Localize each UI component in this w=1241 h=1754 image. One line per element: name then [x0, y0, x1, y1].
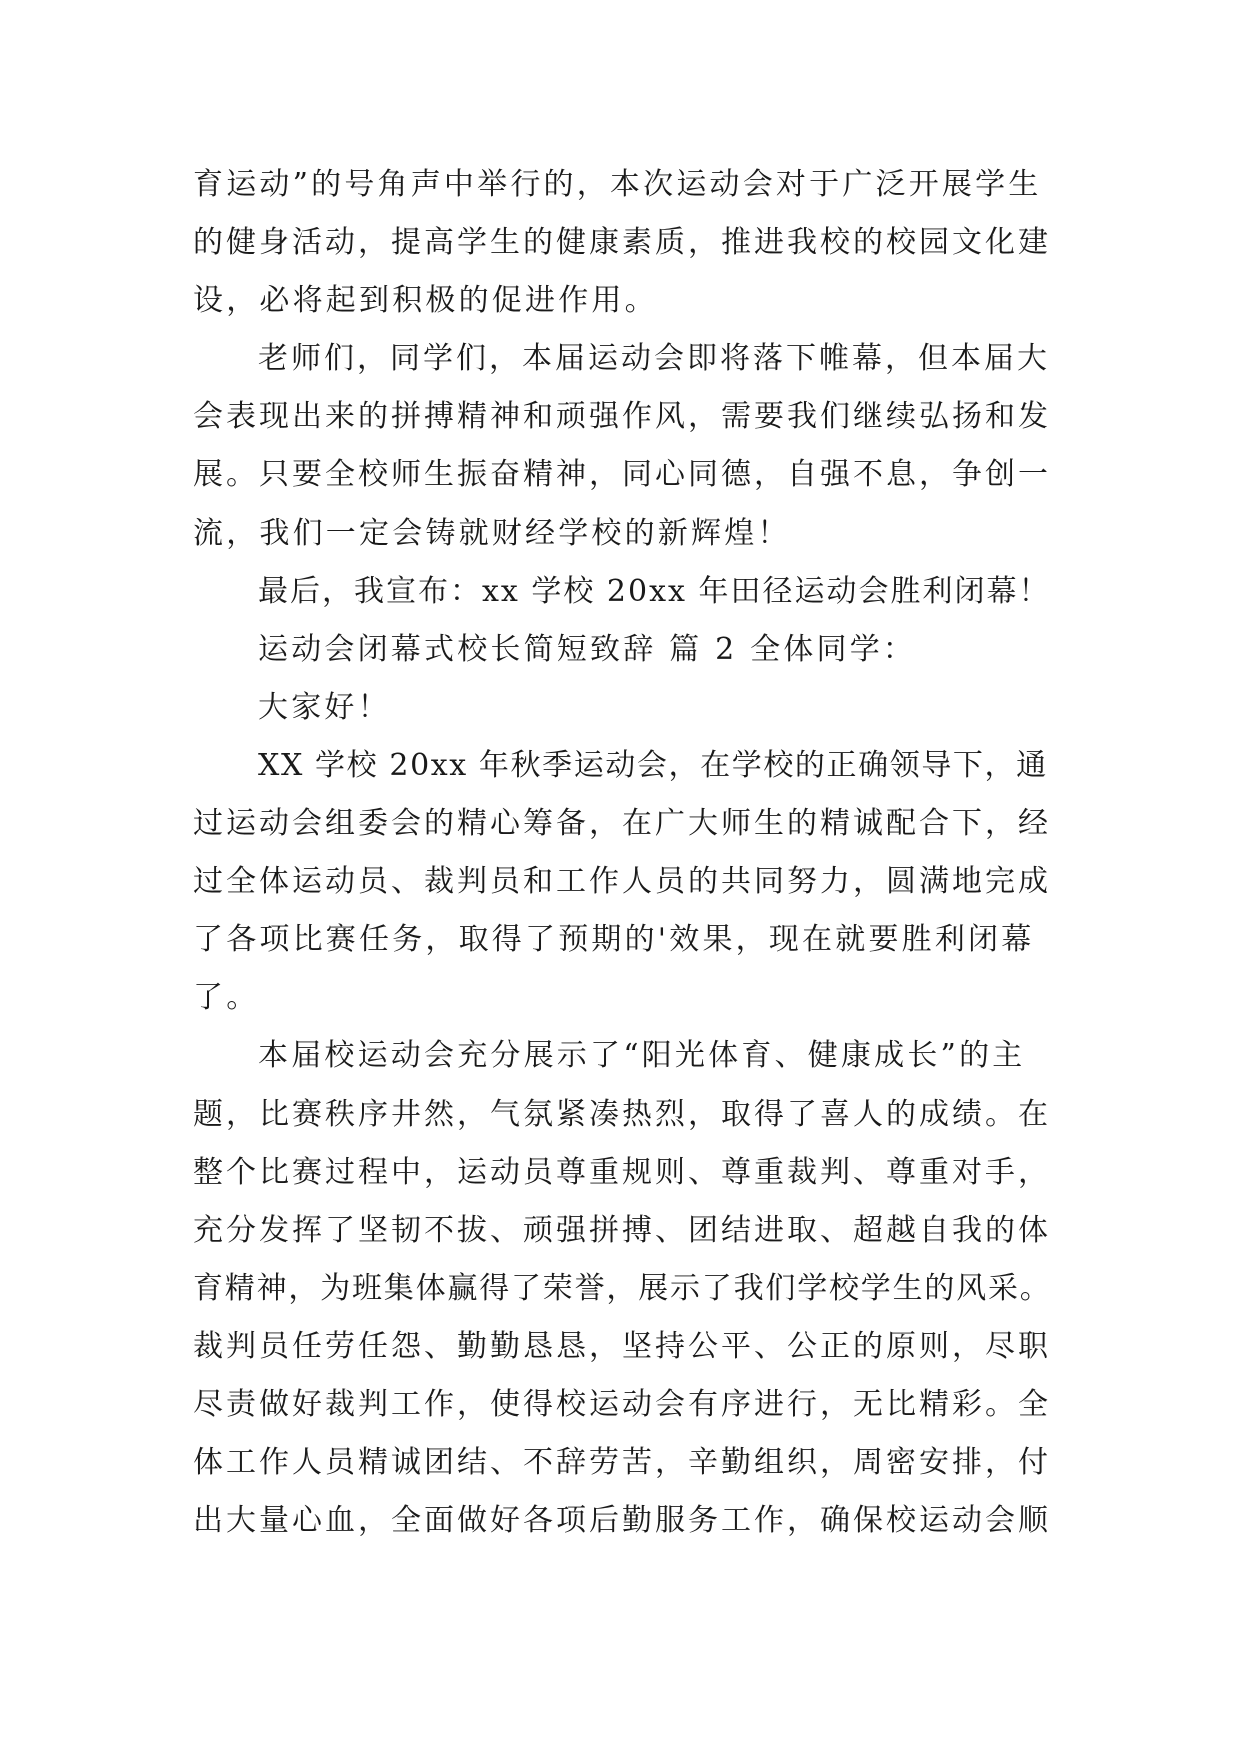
text-line: 题，比赛秩序井然，气氛紧凑热烈，取得了喜人的成绩。在 — [193, 1096, 1051, 1132]
text-line: 的健身活动，提高学生的健康素质，推进我校的校园文化建 — [193, 225, 1051, 261]
text-line: 大家好！ — [258, 689, 391, 725]
text-line: 尽责做好裁判工作，使得校运动会有序进行，无比精彩。全 — [193, 1386, 1051, 1422]
text-line: 过运动会组委会的精心筹备，在广大师生的精诚配合下，经 — [193, 806, 1051, 842]
text-line: 充分发挥了坚韧不拔、顽强拼搏、团结进取、超越自我的体 — [193, 1212, 1051, 1248]
text-line: 育精神，为班集体赢得了荣誉，展示了我们学校学生的风采。 — [193, 1270, 1052, 1306]
text-line: 流，我们一定会铸就财经学校的新辉煌！ — [193, 515, 791, 551]
text-line: 最后，我宣布：xx 学校 20xx 年田径运动会胜利闭幕！ — [258, 573, 1051, 609]
text-line: 设，必将起到积极的促进作用。 — [193, 283, 658, 319]
text-line: 运动会闭幕式校长简短致辞 篇 2 全体同学： — [258, 631, 917, 667]
text-line: 整个比赛过程中，运动员尊重规则、尊重裁判、尊重对手， — [193, 1154, 1051, 1190]
text-line: 会表现出来的拼搏精神和顽强作风，需要我们继续弘扬和发 — [193, 399, 1051, 435]
text-line: 展。只要全校师生振奋精神，同心同德，自强不息，争创一 — [193, 457, 1051, 493]
text-line: 老师们，同学们，本届运动会即将落下帷幕，但本届大 — [258, 341, 1050, 377]
text-line: 出大量心血，全面做好各项后勤服务工作，确保校运动会顺 — [193, 1503, 1051, 1539]
text-line: 体工作人员精诚团结、不辞劳苦，辛勤组织，周密安排，付 — [193, 1445, 1051, 1481]
text-line: 本届校运动会充分展示了“阳光体育、健康成长”的主 — [258, 1038, 1026, 1074]
text-line: 育运动”的号角声中举行的，本次运动会对于广泛开展学生 — [193, 167, 1042, 202]
document-body — [193, 156, 1053, 1550]
text-line: XX 学校 20xx 年秋季运动会，在学校的正确领导下，通 — [258, 747, 1048, 783]
text-line: 过全体运动员、裁判员和工作人员的共同努力，圆满地完成 — [193, 864, 1051, 900]
text-line: 了。 — [193, 980, 260, 1016]
text-line: 裁判员任劳任怨、勤勤恳恳，坚持公平、公正的原则，尽职 — [193, 1328, 1051, 1364]
text-line: 了各项比赛任务，取得了预期的'效果，现在就要胜利闭幕 — [193, 922, 1035, 958]
